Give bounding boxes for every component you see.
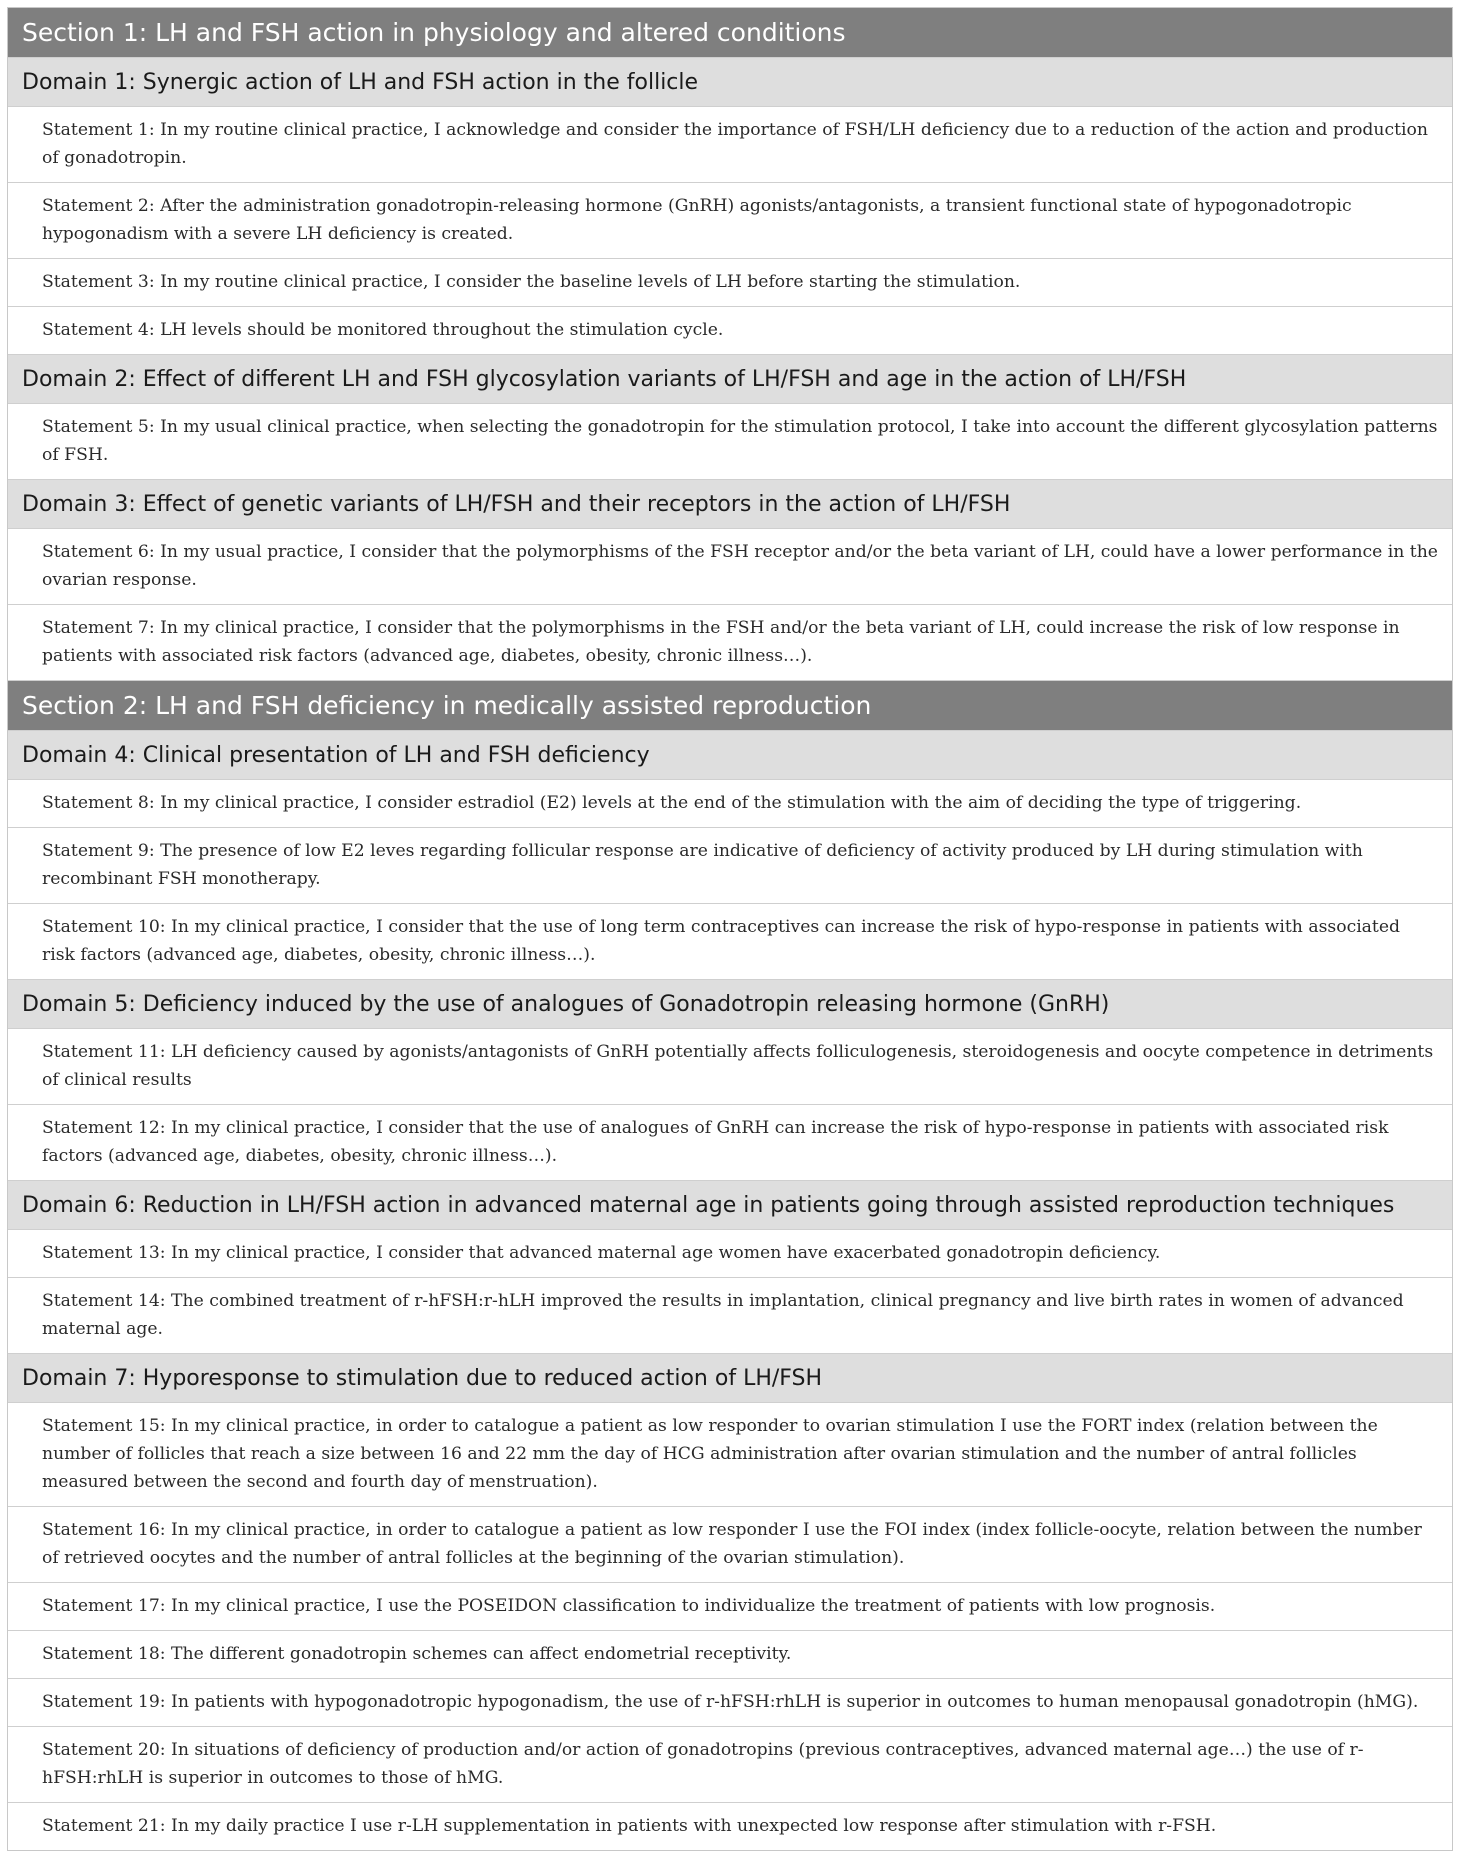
statements-table (7, 7, 1453, 1851)
statement-row: Statement 8: In my clinical practice, I consider estradiol (E2) levels at the end of the stimulation with the aim of deciding the type of triggering. (8, 780, 1452, 828)
statement-row: Statement 9: The presence of low E2 leves regarding follicular response are indicative of deficiency of activity produced by LH during stimulation with recombinant FSH monotherapy. (8, 828, 1452, 904)
statement-row: Statement 12: In my clinical practice, I consider that the use of analogues of GnRH can increase the risk of hypo-response in patients with associated risk factors (advanced age, diabetes, obesity, chronic illness…). (8, 1105, 1452, 1181)
statement-row: Statement 19: In patients with hypogonadotropic hypogonadism, the use of r-hFSH:rhLH is superior in outcomes to human menopausal gonadotropin (hMG). (8, 1679, 1452, 1727)
statement-row: Statement 5: In my usual clinical practice, when selecting the gonadotropin for the stimulation protocol, I take into account the different glycosylation patterns of FSH. (8, 404, 1452, 480)
statement-row: Statement 2: After the administration gonadotropin-releasing hormone (GnRH) agonists/antagonists, a transient functional state of hypogonadotropic hypogonadism with a severe LH deficiency is created. (8, 183, 1452, 259)
statement-row: Statement 3: In my routine clinical practice, I consider the baseline levels of LH before starting the stimulation. (8, 259, 1452, 307)
statement-row: Statement 13: In my clinical practice, I consider that advanced maternal age women have exacerbated gonadotropin deficiency. (8, 1230, 1452, 1278)
domain-header: Domain 3: Effect of genetic variants of LH/FSH and their receptors in the action of LH/FSH (8, 480, 1452, 529)
statement-row: Statement 6: In my usual practice, I consider that the polymorphisms of the FSH receptor and/or the beta variant of LH, could have a lower performance in the ovarian response. (8, 529, 1452, 605)
statement-row: Statement 18: The different gonadotropin schemes can affect endometrial receptivity. (8, 1631, 1452, 1679)
statement-row: Statement 17: In my clinical practice, I use the POSEIDON classification to individualize the treatment of patients with low prognosis. (8, 1583, 1452, 1631)
statement-row: Statement 4: LH levels should be monitored throughout the stimulation cycle. (8, 307, 1452, 355)
statement-row: Statement 20: In situations of deficiency of production and/or action of gonadotropins (previous contraceptives, advanced maternal age…) the use of r-hFSH:rhLH is superior in outcomes to those of hMG. (8, 1727, 1452, 1803)
statement-row: Statement 11: LH deficiency caused by agonists/antagonists of GnRH potentially affects folliculogenesis, steroidogenesis and oocyte competence in detriments of clinical results (8, 1029, 1452, 1105)
statement-row: Statement 14: The combined treatment of r-hFSH:r-hLH improved the results in implantation, clinical pregnancy and live birth rates in women of advanced maternal age. (8, 1278, 1452, 1354)
domain-header: Domain 2: Effect of different LH and FSH glycosylation variants of LH/FSH and age in the action of LH/FSH (8, 355, 1452, 404)
section-header: Section 2: LH and FSH deficiency in medically assisted reproduction (8, 681, 1452, 731)
domain-header: Domain 1: Synergic action of LH and FSH action in the follicle (8, 58, 1452, 107)
domain-header: Domain 5: Deficiency induced by the use of analogues of Gonadotropin releasing hormone (GnRH) (8, 980, 1452, 1029)
domain-header: Domain 4: Clinical presentation of LH and FSH deficiency (8, 731, 1452, 780)
statement-row: Statement 7: In my clinical practice, I consider that the polymorphisms in the FSH and/or the beta variant of LH, could increase the risk of low response in patients with associated risk factors (advanced age, diabetes, obesity, chronic illness…). (8, 605, 1452, 681)
statement-row: Statement 10: In my clinical practice, I consider that the use of long term contraceptives can increase the risk of hypo-response in patients with associated risk factors (advanced age, diabetes, obesity, chronic illness…). (8, 904, 1452, 980)
statement-row: Statement 21: In my daily practice I use r-LH supplementation in patients with unexpected low response after stimulation with r-FSH. (8, 1803, 1452, 1850)
statement-row: Statement 16: In my clinical practice, in order to catalogue a patient as low responder I use the FOI index (index follicle-oocyte, relation between the number of retrieved oocytes and the number of antral follicles at the beginning of the ovarian stimulation). (8, 1507, 1452, 1583)
section-header: Section 1: LH and FSH action in physiology and altered conditions (8, 8, 1452, 58)
statement-row: Statement 1: In my routine clinical practice, I acknowledge and consider the importance of FSH/LH deficiency due to a reduction of the action and production of gonadotropin. (8, 107, 1452, 183)
domain-header: Domain 6: Reduction in LH/FSH action in advanced maternal age in patients going through assisted reproduction techniques (8, 1181, 1452, 1230)
domain-header: Domain 7: Hyporesponse to stimulation due to reduced action of LH/FSH (8, 1354, 1452, 1403)
statement-row: Statement 15: In my clinical practice, in order to catalogue a patient as low responder to ovarian stimulation I use the FORT index (relation between the number of follicles that reach a size between 16 and 22 mm the day of HCG administration after ovarian stimulation and the number of antral follicles measured between the second and fourth day of menstruation). (8, 1403, 1452, 1507)
